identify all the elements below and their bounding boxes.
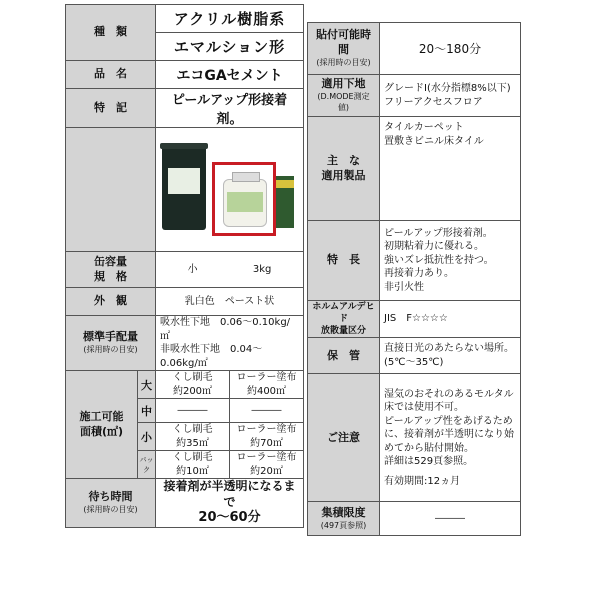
open-time-value: 20〜180分: [380, 23, 521, 75]
area-pack-brush: くし刷毛 約10㎡: [156, 451, 230, 479]
wait-time-label: 待ち時間 (採用時の目安): [66, 479, 156, 528]
type-value-1: アクリル樹脂系: [156, 5, 304, 33]
spec-table-right: [307, 22, 521, 536]
product-image: [156, 128, 304, 252]
products-label: 主 な 適用製品: [308, 117, 380, 221]
area-medium-brush: ―――: [156, 399, 230, 423]
jar-highlight-frame: [212, 162, 276, 236]
open-time-label: 貼付可能時間 (採用時の目安): [308, 23, 380, 75]
features-label: 特 長: [308, 221, 380, 301]
caution-label: ご注意: [308, 374, 380, 502]
area-label: 施工可能 面積(㎡): [66, 371, 138, 479]
storage-label: 保 管: [308, 338, 380, 374]
wait-time-value: 接着剤が半透明になるまで 20〜60分: [156, 479, 304, 528]
features-value: ピールアップ形接着剤。 初期粘着力に優れる。 強いズレ抵抗性を持つ。 再接着力あり。 非引火性: [380, 221, 521, 301]
substrate-label: 適用下地 (D.MODE測定値): [308, 75, 380, 117]
image-label-cell: [66, 128, 156, 252]
area-size-large: 大: [138, 371, 156, 399]
area-small-roller: ローラー塗布 約70㎡: [230, 423, 304, 451]
appearance-label: 外 観: [66, 288, 156, 316]
area-size-medium: 中: [138, 399, 156, 423]
type-label: 種 類: [66, 5, 156, 61]
formaldehyde-label: ホルムアルデヒド 放散量区分: [308, 301, 380, 338]
area-size-small: 小: [138, 423, 156, 451]
area-pack-roller: ローラー塗布 約20㎡: [230, 451, 304, 479]
area-medium-roller: ―――: [230, 399, 304, 423]
limit-label: 集積限度 (497頁参照): [308, 502, 380, 536]
product-label: 品 名: [66, 61, 156, 89]
capacity-label: 缶容量 規 格: [66, 252, 156, 288]
capacity-value: [156, 252, 304, 288]
pack-image: [276, 176, 294, 228]
appearance-value: 乳白色 ペースト状: [156, 288, 304, 316]
std-amount-value: 吸水性下地 0.06〜0.10kg/㎡ 非吸水性下地 0.04〜0.06kg/㎡: [156, 316, 304, 371]
jar-image: [223, 179, 267, 227]
capacity-size: 小: [187, 263, 198, 275]
type-value-2: エマルション形: [156, 33, 304, 61]
product-value: エコGAセメント: [156, 61, 304, 89]
bucket-image: [162, 146, 206, 230]
note-label: 特 記: [66, 89, 156, 128]
capacity-weight: 3kg: [252, 263, 272, 275]
area-small-brush: くし刷毛 約35㎡: [156, 423, 230, 451]
shelf-life: 有効期間:12ヵ月: [384, 475, 461, 487]
caution-value: 湿気のおそれのあるモルタル 床では使用不可。 ピールアップ性をあげるため に、接着剤が半透明になり始 めてから貼付開始。 詳細は529頁参照。 有効期間:12ヵ月: [380, 374, 521, 502]
spec-table-left: [65, 4, 304, 528]
area-large-roller: ローラー塗布 約400㎡: [230, 371, 304, 399]
limit-value: ―――: [380, 502, 521, 536]
formaldehyde-value: JIS F☆☆☆☆: [380, 301, 521, 338]
area-large-brush: くし刷毛 約200㎡: [156, 371, 230, 399]
note-value: ピールアップ形接着剤。: [156, 89, 304, 128]
area-size-pack: パック: [138, 451, 156, 479]
substrate-value: グレードⅠ(水分指標8%以下) フリーアクセスフロア: [380, 75, 521, 117]
products-value: タイルカーペット 置敷きビニル床タイル: [380, 117, 521, 221]
std-amount-label: 標準手配量 (採用時の目安): [66, 316, 156, 371]
storage-value: 直接日光のあたらない場所。 (5℃〜35℃): [380, 338, 521, 374]
